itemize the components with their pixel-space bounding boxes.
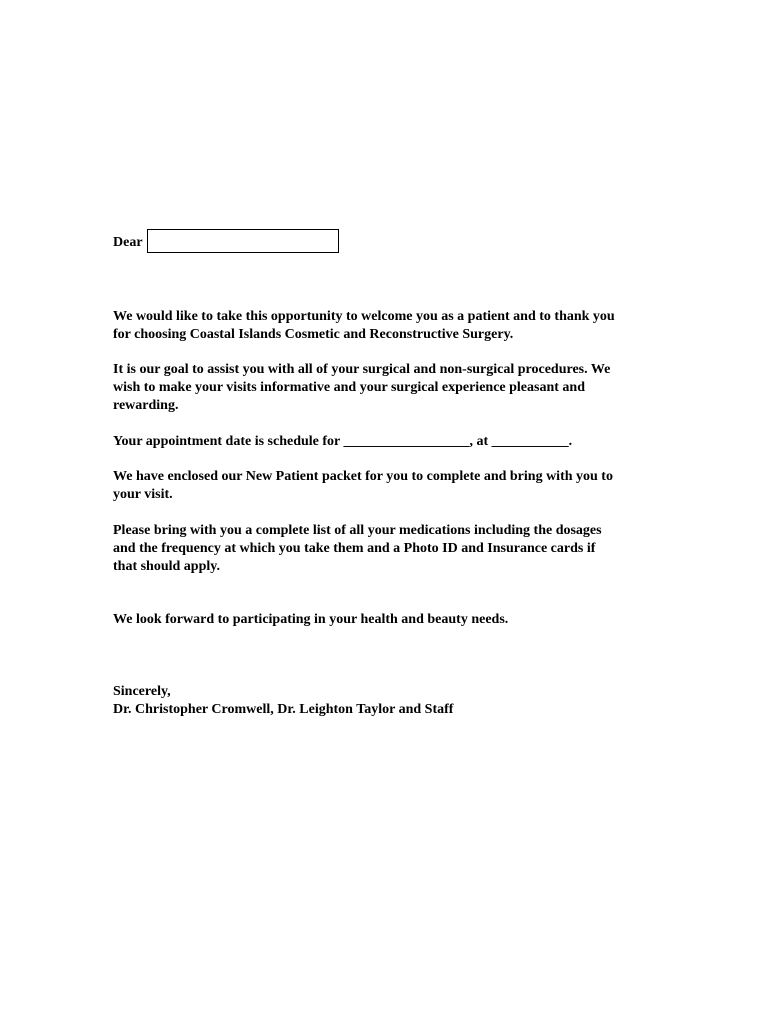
recipient-name-field[interactable]	[147, 229, 339, 253]
salutation-line	[113, 227, 339, 253]
welcome-paragraph: We would like to take this opportunity to welcome you as a patient and to thank you for choosing Coastal Islands Cosmetic and Reconstructive Surgery.	[113, 309, 615, 342]
salutation-label: Dear	[113, 235, 143, 250]
goal-paragraph: It is our goal to assist you with all of your surgical and non-surgical procedures. We wish to make your visits informative and your surgical experience pleasant and rewarding.	[113, 362, 611, 413]
look-forward-paragraph: We look forward to participating in your health and beauty needs.	[113, 612, 509, 627]
packet-paragraph: We have enclosed our New Patient packet for you to complete and bring with you to your visit.	[113, 469, 613, 502]
appointment-paragraph: Your appointment date is schedule for __________________, at ___________.	[113, 434, 573, 449]
medications-paragraph: Please bring with you a complete list of all your medications including the dosages and the frequency at which you take them and a Photo ID and Insurance cards if that should apply.	[113, 523, 602, 574]
signature-line: Dr. Christopher Cromwell, Dr. Leighton Taylor and Staff	[113, 702, 454, 717]
closing-line: Sincerely,	[113, 684, 171, 699]
